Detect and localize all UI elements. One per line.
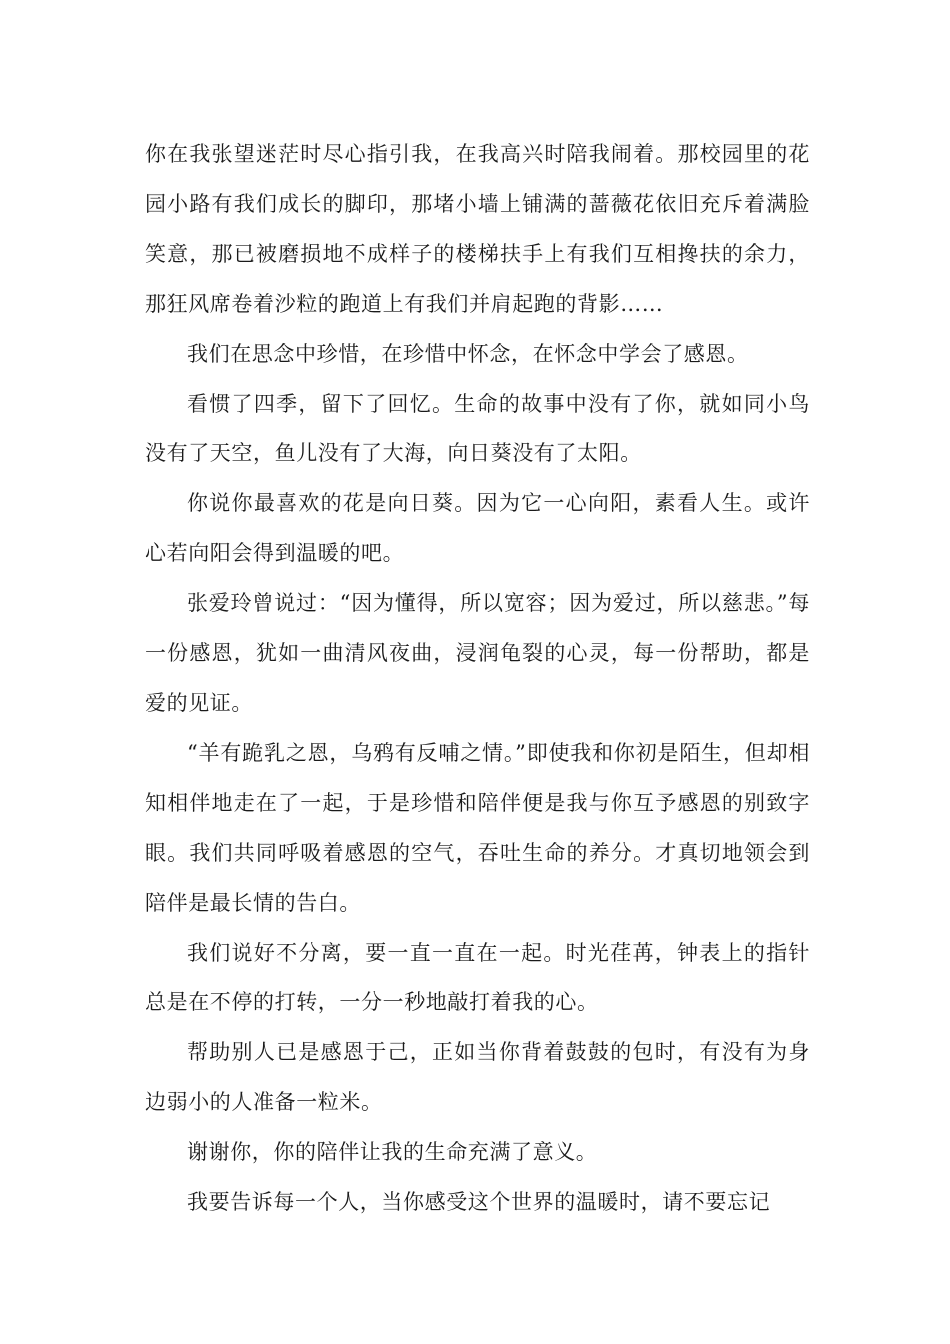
paragraph-2: 我们在思念中珍惜，在珍惜中怀念，在怀念中学会了感恩。 (187, 341, 749, 366)
paragraph-1: 你在我张望迷茫时尽心指引我，在我高兴时陪我闹着。那校园里的花园小路有我们成长的脚印，那堵小墙上铺满的蔷薇花依旧充斥着满脸笑意，那已被磨损地不成样子的楼梯扶手上有我们互相搀扶的余力，那狂风席卷着沙粒的跑道上有我们并肩起跑的背影…… (145, 142, 810, 316)
document-body (145, 130, 810, 1228)
paragraph-5: 张爱玲曾说过：“因为懂得，所以宽容；因为爱过，所以慈悲。”每一份感恩，犹如一曲清风夜曲，浸润龟裂的心灵，每一份帮助，都是爱的见证。 (145, 591, 810, 715)
paragraph-6: “羊有跪乳之恩，乌鸦有反哺之情。”即使我和你初是陌生，但却相知相伴地走在了一起，于是珍惜和陪伴便是我与你互予感恩的别致字眼。我们共同呼吸着感恩的空气，吞吐生命的养分。才真切地领会到陪伴是最长情的告白。 (145, 740, 810, 915)
paragraph-7: 我们说好不分离，要一直一直在一起。时光荏苒，钟表上的指针总是在不停的打转，一分一秒地敲打着我的心。 (145, 940, 810, 1015)
paragraph-10: 我要告诉每一个人，当你感受这个世界的温暖时，请不要忘记 (187, 1190, 771, 1215)
paragraph-4: 你说你最喜欢的花是向日葵。因为它一心向阳，素看人生。或许心若向阳会得到温暖的吧。 (145, 491, 810, 566)
paragraph-9: 谢谢你，你的陪伴让我的生命充满了意义。 (187, 1140, 598, 1165)
paragraph-3: 看惯了四季，留下了回忆。生命的故事中没有了你，就如同小鸟没有了天空，鱼儿没有了大海，向日葵没有了太阳。 (145, 391, 810, 466)
paragraph-8: 帮助别人已是感恩于己，正如当你背着鼓鼓的包时，有没有为身边弱小的人准备一粒米。 (145, 1040, 810, 1115)
